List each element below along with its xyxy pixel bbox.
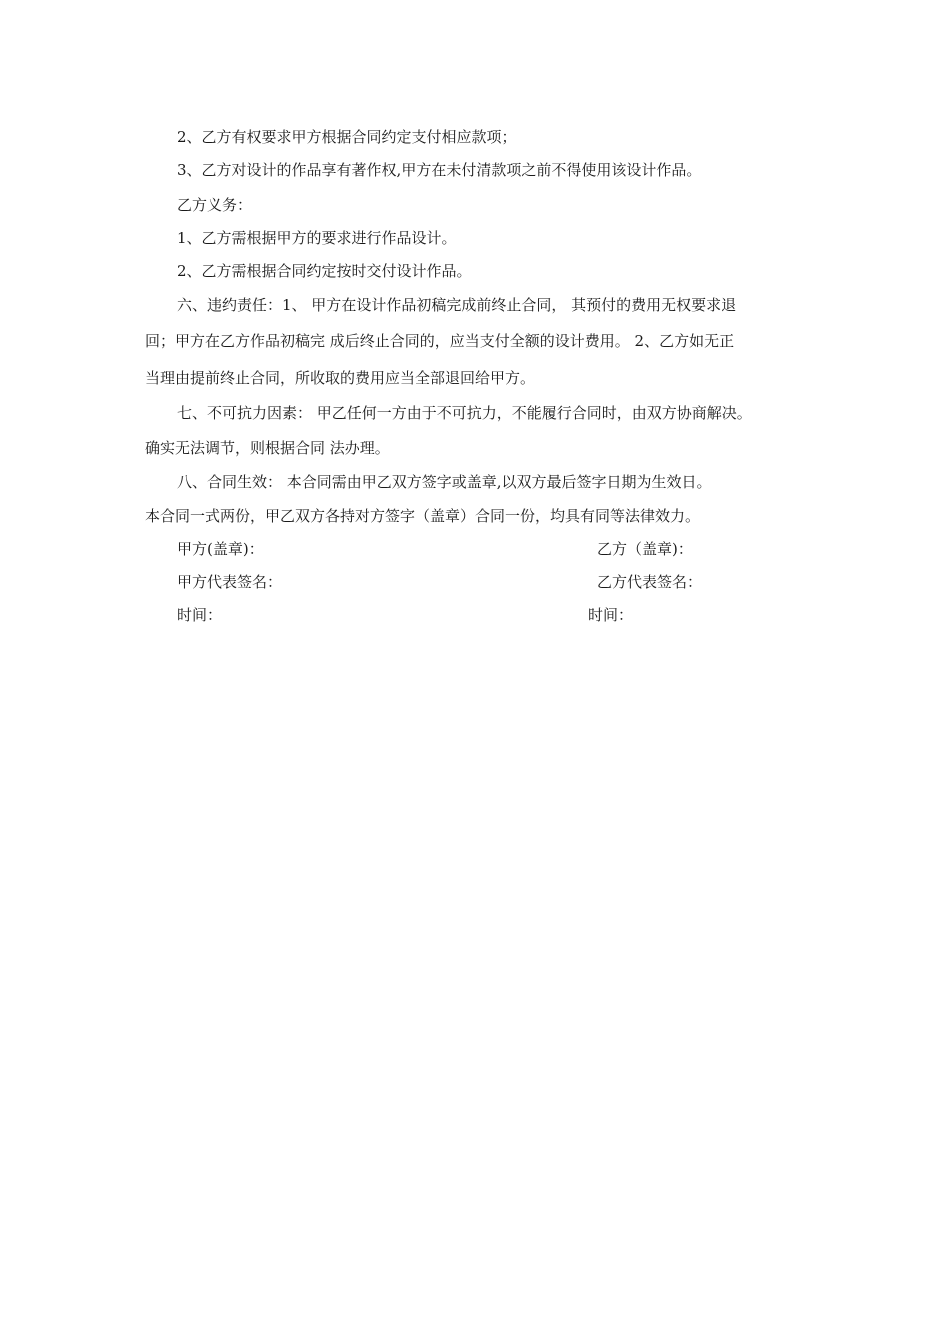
contract-effect-line-1: 八、合同生效： 本合同需由甲乙双方签字或盖章,以双方最后签字日期为生效日。 [177,473,712,491]
breach-liability-line-2: 回；甲方在乙方作品初稿完 成后终止合同的，应当支付全额的设计费用。 2、乙方如无正 [145,332,735,350]
party-b-time-label: 时间： [588,606,634,624]
breach-liability-line-3: 当理由提前终止合同，所收取的费用应当全部退回给甲方。 [145,369,536,387]
party-b-seal-label: 乙方（盖章)： [597,540,693,558]
party-a-time-label: 时间： [177,606,223,624]
force-majeure-line-1: 七、不可抗力因素： 甲乙任何一方由于不可抗力，不能履行合同时，由双方协商解决。 [177,404,752,422]
contract-effect-line-2: 本合同一式两份，甲乙双方各持对方签字（盖章）合同一份，均具有同等法律效力。 [145,507,701,525]
party-b-right-3: 3、乙方对设计的作品享有著作权,甲方在未付清款项之前不得使用该设计作品。 [177,161,702,179]
party-b-obligation-2: 2、乙方需根据合同约定按时交付设计作品。 [177,262,472,280]
party-a-rep-label: 甲方代表签名： [177,573,283,591]
party-b-rep-label: 乙方代表签名： [597,573,703,591]
party-b-obligation-1: 1、乙方需根据甲方的要求进行作品设计。 [177,229,457,247]
party-a-seal-label: 甲方(盖章)： [177,540,264,558]
breach-liability-line-1: 六、违约责任：1、 甲方在设计作品初稿完成前终止合同， 其预付的费用无权要求退 [177,296,737,314]
party-b-right-2: 2、乙方有权要求甲方根据合同约定支付相应款项； [177,128,517,146]
party-b-obligations-heading: 乙方义务： [177,196,253,214]
force-majeure-line-2: 确实无法调节，则根据合同 法办理。 [145,439,390,457]
